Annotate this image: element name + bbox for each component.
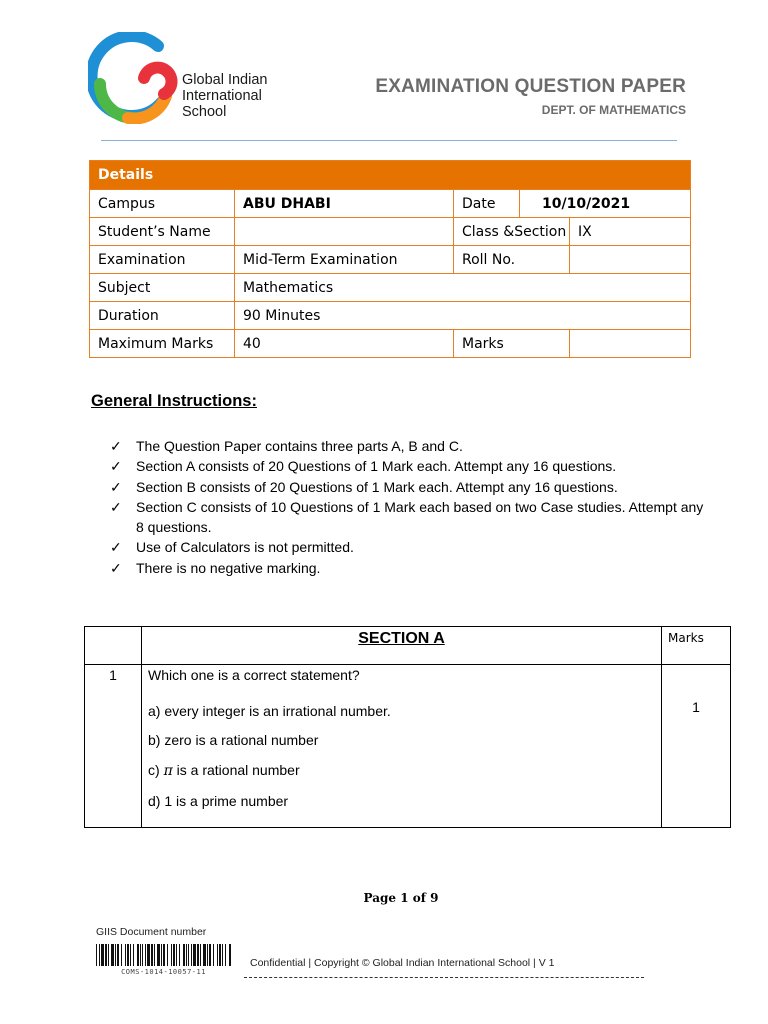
instruction-item xyxy=(110,477,710,497)
checkmark-icon: ✓ xyxy=(110,478,122,495)
student-name-label: Student’s Name xyxy=(90,218,235,246)
examination-value: Mid-Term Examination xyxy=(235,246,454,274)
marks-value xyxy=(570,330,691,358)
instruction-item xyxy=(110,436,710,456)
instruction-item xyxy=(110,497,710,538)
checkmark-icon: ✓ xyxy=(110,539,122,556)
maximum-marks-label: Maximum Marks xyxy=(90,330,235,358)
instruction-item xyxy=(110,558,710,578)
campus-value: ABU DHABI xyxy=(235,190,454,218)
school-name-line3: School xyxy=(182,104,227,120)
question-number-header xyxy=(85,627,142,665)
marks-header: Marks xyxy=(662,627,731,665)
option-c xyxy=(148,762,655,779)
date-value: 10/10/2021 xyxy=(520,190,691,218)
details-header-row xyxy=(90,161,691,190)
instruction-text: Use of Calculators is not permitted. xyxy=(136,539,354,556)
department-title: DEPT. OF MATHEMATICS xyxy=(541,103,686,117)
class-section-label: Class &Section xyxy=(454,218,570,246)
confidential-notice: Confidential | Copyright © Global Indian International School | V 1 xyxy=(250,957,555,969)
barcode-icon xyxy=(96,944,231,970)
section-a-title: SECTION A xyxy=(142,627,662,665)
barcode-text: COMS-1014-10057-11 xyxy=(121,968,206,976)
school-logo-icon xyxy=(88,32,178,124)
section-a-header-row xyxy=(85,627,731,665)
details-row-examination xyxy=(90,246,691,274)
instruction-text: There is no negative marking. xyxy=(136,559,321,576)
footer-dashed-line xyxy=(244,977,644,978)
details-row-subject xyxy=(90,274,691,302)
instructions-list xyxy=(110,436,710,578)
pi-symbol: π xyxy=(163,763,173,779)
details-row-marks xyxy=(90,330,691,358)
header-divider xyxy=(101,140,677,141)
section-a-table xyxy=(84,626,731,828)
checkmark-icon: ✓ xyxy=(110,498,122,515)
option-b: b) zero is a rational number xyxy=(148,732,319,748)
question-number: 1 xyxy=(85,665,142,828)
question-text: Which one is a correct statement? xyxy=(148,667,360,683)
details-row-student xyxy=(90,218,691,246)
option-d: d) 1 is a prime number xyxy=(148,793,289,809)
details-row-campus xyxy=(90,190,691,218)
maximum-marks-value: 40 xyxy=(235,330,454,358)
instructions-title: General Instructions: xyxy=(91,392,257,410)
question-body xyxy=(142,665,662,828)
school-name-line1: Global Indian xyxy=(182,72,268,88)
duration-label: Duration xyxy=(90,302,235,330)
subject-label: Subject xyxy=(90,274,235,302)
page-number: Page 1 of 9 xyxy=(363,891,439,905)
roll-number-label: Roll No. xyxy=(454,246,570,274)
class-section-value: IX xyxy=(570,218,691,246)
option-a: a) every integer is an irrational number. xyxy=(148,703,391,719)
duration-value: 90 Minutes xyxy=(235,302,691,330)
instruction-text: Section B consists of 20 Questions of 1 Mark each. Attempt any 16 questions. xyxy=(136,478,618,495)
marks-label: Marks xyxy=(454,330,570,358)
option-c-suffix: is a rational number xyxy=(172,762,300,778)
instruction-text: Section C consists of 10 Questions of 1 Mark each based on two Case studies. Attempt any 8 questions. xyxy=(136,498,704,536)
checkmark-icon: ✓ xyxy=(110,559,122,576)
instruction-item xyxy=(110,456,710,476)
date-label: Date xyxy=(454,190,520,218)
details-table xyxy=(89,160,691,358)
campus-label: Campus xyxy=(90,190,235,218)
instruction-text: Section A consists of 20 Questions of 1 Mark each. Attempt any 16 questions. xyxy=(136,458,617,475)
details-heading: Details xyxy=(90,161,691,190)
checkmark-icon: ✓ xyxy=(110,458,122,475)
subject-value: Mathematics xyxy=(235,274,691,302)
details-row-duration xyxy=(90,302,691,330)
school-name-line2: International xyxy=(182,88,262,104)
checkmark-icon: ✓ xyxy=(110,438,122,454)
school-name xyxy=(182,72,267,120)
roll-number-value xyxy=(570,246,691,274)
examination-label: Examination xyxy=(90,246,235,274)
instruction-item xyxy=(110,537,710,557)
option-c-prefix: c) xyxy=(148,762,164,778)
student-name-value xyxy=(235,218,454,246)
instruction-text: The Question Paper contains three parts A, B and C. xyxy=(136,438,463,454)
document-number-label: GIIS Document number xyxy=(96,926,207,938)
question-marks: 1 xyxy=(662,665,731,828)
question-row xyxy=(85,665,731,828)
paper-title: EXAMINATION QUESTION PAPER xyxy=(375,76,686,97)
